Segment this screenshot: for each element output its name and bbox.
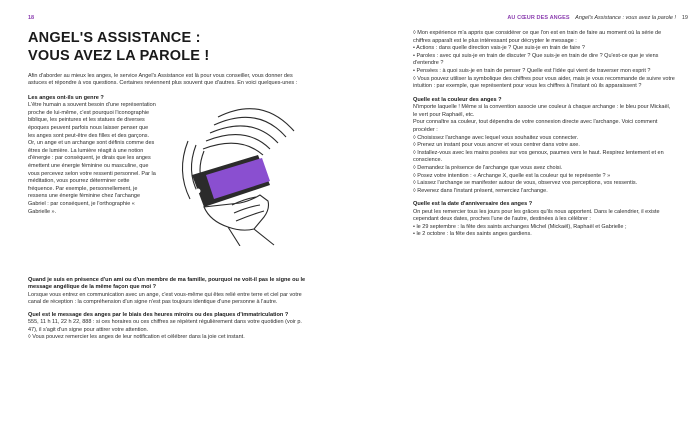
step-item: ◊ Choisissez l'archange avec lequel vous souhaitez vous connecter. <box>413 134 579 141</box>
gender-section <box>28 95 308 277</box>
experience-paragraph: ◊ Mon expérience m'a appris que considérer ce que l'on est en train de faire au moment où la série de chiffres apparaît est le plus intéressant pour décrypter le message : <box>413 30 662 44</box>
step-item: ◊ Laissez l'archange se manifester autour de vous, observez vos perceptions, vos ressentis. <box>413 180 638 187</box>
answer-angel-birthday: On peut les remercier tous les jours pour les grâces qu'ils nous apportent. Dans le calendrier, il existe cependant deux dates, proches l'une de l'autre, destinées à les célébrer : <box>413 208 660 223</box>
step-item: ◊ Prenez un instant pour vous ancrer et vous centrer dans votre axe. <box>413 142 580 149</box>
step-item: ◊ Installez-vous avec les mains posées sur vos genoux, paumes vers le haut. Respirez lentement et en conscience. <box>413 149 664 164</box>
left-page <box>28 30 308 342</box>
step-item: ◊ Demandez la présence de l'archange que vous avez choisi. <box>413 164 563 171</box>
phone-in-hand-illustration <box>170 101 300 246</box>
list-item: • Paroles : avec qui suis-je en train de discuter ? Que suis-je en train de dire ? Qu'est-ce que je viens d'entendre ? <box>413 52 659 67</box>
question-angel-color: Quelle est la couleur des anges ? <box>413 96 502 103</box>
page-title <box>28 30 308 65</box>
list-item: • Pensées : à quoi suis-je en train de penser ? Quelle est l'idée qui vient de traverser mon esprit ? <box>413 67 651 74</box>
answer-angel-gender: L'être humain a souvent besoin d'une représentation proche de lui-même, c'est pourquoi l'iconographie biblique, les peintures et les statues de diverses époques peuvent parfois nous laisser penser que les anges sont peut-être des filles et des garçons. Or, un ange et un archange sont définis comme des êtres de lumière. La lumière réagit à une notion d'énergie : par conséquent, je dirais que les anges émettent une énergie féminine ou masculine, que vous percevez selon votre ressenti personnel. Par la méditation, vous pourrez déterminer cette fréquence. Par exemple, personnellement, je ressens une énergie féminine chez l'archange Gabriel : par conséquent, je l'orthographie « Gabrielle ». <box>28 102 156 215</box>
running-head-title <box>507 15 676 21</box>
step-item: ◊ Revenez dans l'instant présent, remerciez l'archange. <box>413 187 548 194</box>
date-item: • le 29 septembre : la fête des saints archanges Michel (Mickaël), Raphaël et Gabrielle ; <box>413 223 627 230</box>
answer-different-perception: Lorsque vous entrez en communication avec un ange, c'est vous-même qui êtes relié entre terre et ciel par votre canal de réception : la compréhension d'un signe n'est pas toujours identique d'une personne à l'autre. <box>28 291 302 306</box>
question-different-perception: Quand je suis en présence d'un ami ou d'un membre de ma famille, pourquoi ne voit-il pas le signe ou le message angélique de la même façon que moi ? <box>28 276 306 291</box>
date-item: • le 2 octobre : la fête des saints anges gardiens. <box>413 231 532 238</box>
question-angel-birthday: Quelle est la date d'anniversaire des anges ? <box>413 201 533 208</box>
chapter-subtitle: Angel's Assistance : vous avez la parole ! <box>575 15 676 21</box>
question-angel-gender: Les anges ont-ils un genre ? <box>28 94 104 101</box>
step-item: ◊ Posez votre intention : « Archange X, quelle est la couleur qui te représente ? » <box>413 172 611 179</box>
section-title: AU CŒUR DES ANGES <box>507 15 570 21</box>
page-number-left: 18 <box>28 15 35 21</box>
intro-paragraph: Afin d'aborder au mieux les anges, le service Angel's Assistance est là pour vous conseiller, vous donner des astuces et répondre à vos questions. Certaines reviennent plus souvent que d'autres. En voici quelques-unes : <box>28 73 298 87</box>
title-line-1: ANGEL'S ASSISTANCE : <box>28 30 201 46</box>
answer-mirror-hours-tip: ◊ Vous pouvez remercier les anges de leur notification et célébrer dans la joie cet instant. <box>28 334 245 341</box>
title-line-2: VOUS AVEZ LA PAROLE ! <box>28 47 210 64</box>
page-number-right: 19 <box>681 15 688 21</box>
phone-illustration <box>162 95 308 277</box>
answer-angel-color-method: Pour connaître sa couleur, tout dépendra de votre connexion directe avec l'archange. Voici comment procéder : <box>413 119 658 133</box>
running-header <box>0 0 700 30</box>
list-item: • Actions : dans quelle direction vais-je ? Que suis-je en train de faire ? <box>413 45 585 52</box>
answer-mirror-hours: 555, 11 h 11, 22 h 22, 888 : si ces horaires ou ces chiffres se répètent régulièrement dans votre quotidien (voir p. 47), il s'agit d'un signe pour attirer votre attention. <box>28 319 302 333</box>
answer-angel-color: N'importe laquelle ! Même si la convention associe une couleur à chaque archange : le bleu pour Mickaël, le vert pour Raphaël, etc. <box>413 104 671 118</box>
question-mirror-hours: Quel est le message des anges par le biais des heures miroirs ou des plaques d'immatriculation ? <box>28 311 289 318</box>
right-page <box>413 30 675 239</box>
symbolism-paragraph: ◊ Vous pouvez utiliser la symbolique des chiffres pour vous aider, mais je vous recommande de suivre votre intuition : par exemple, que représentent pour vous les chiffres à l'instant où ils apparaissent ? <box>413 75 675 90</box>
